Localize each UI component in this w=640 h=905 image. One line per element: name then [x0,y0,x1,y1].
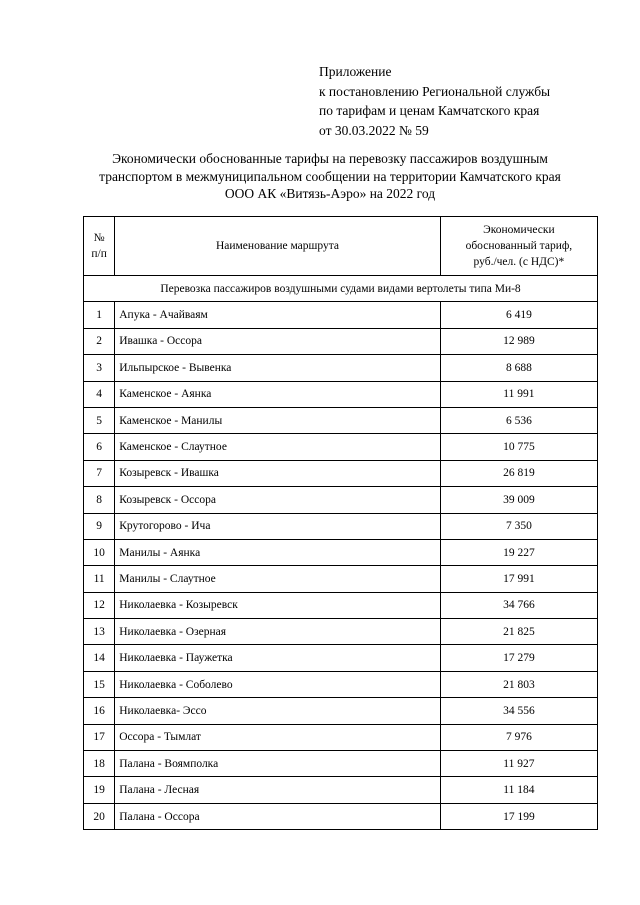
row-tariff: 17 991 [440,566,597,592]
header-num [84,217,115,276]
row-tariff: 12 989 [440,328,597,354]
row-route: Ивашка - Оссора [115,328,441,354]
row-num: 13 [84,619,115,645]
table-row [84,539,598,565]
row-num: 5 [84,407,115,433]
row-route: Каменское - Манилы [115,407,441,433]
header-num-line1: № [93,232,105,244]
table-row [84,460,598,486]
table-row [84,777,598,803]
row-route: Николаевка - Соболево [115,671,441,697]
row-route: Палана - Воямполка [115,751,441,777]
appendix-block [319,62,550,140]
row-num: 20 [84,803,115,829]
appendix-line: к постановлению Региональной службы [319,83,551,99]
row-tariff: 7 350 [440,513,597,539]
row-route: Палана - Лесная [115,777,441,803]
row-tariff: 26 819 [440,460,597,486]
row-route: Каменское - Аянка [115,381,441,407]
row-route: Козыревск - Оссора [115,487,441,513]
row-num: 18 [84,751,115,777]
row-num: 15 [84,671,115,697]
row-num: 10 [84,539,115,565]
row-tariff: 21 803 [440,671,597,697]
header-tariff-line3: руб./чел. (с НДС)* [473,256,565,268]
table-row [84,381,598,407]
row-tariff: 7 976 [440,724,597,750]
row-route: Манилы - Слаутное [115,566,441,592]
title-line: транспортом в межмуниципальном сообщении на территории Камчатского края [99,168,561,184]
row-tariff: 17 279 [440,645,597,671]
row-tariff: 6 536 [440,407,597,433]
row-route: Каменское - Слаутное [115,434,441,460]
table-row [84,513,598,539]
row-num: 9 [84,513,115,539]
table-row [84,407,598,433]
row-num: 6 [84,434,115,460]
row-tariff: 11 991 [440,381,597,407]
row-tariff: 19 227 [440,539,597,565]
table-row [84,302,598,328]
row-route: Палана - Оссора [115,803,441,829]
table-header-row [84,217,598,276]
table-row [84,619,598,645]
table-row [84,592,598,618]
row-num: 19 [84,777,115,803]
row-tariff: 34 556 [440,698,597,724]
table-row [84,803,598,829]
row-tariff: 8 688 [440,355,597,381]
table-row [84,645,598,671]
table-row [84,671,598,697]
header-tariff-line1: Экономически [483,224,555,236]
row-num: 17 [84,724,115,750]
row-route: Николаевка - Паужетка [115,645,441,671]
row-route: Козыревск - Ивашка [115,460,441,486]
header-tariff [440,217,597,276]
row-tariff: 11 184 [440,777,597,803]
row-num: 8 [84,487,115,513]
row-num: 1 [84,302,115,328]
row-tariff: 17 199 [440,803,597,829]
row-tariff: 6 419 [440,302,597,328]
row-route: Крутогорово - Ича [115,513,441,539]
header-num-line2: п/п [91,248,107,260]
title-line: ООО АК «Витязь-Аэро» на 2022 год [224,186,436,201]
table-row [84,698,598,724]
row-num: 7 [84,460,115,486]
document-title [60,150,600,203]
row-num: 14 [84,645,115,671]
row-num: 3 [84,355,115,381]
table-row [84,328,598,354]
row-num: 16 [84,698,115,724]
row-tariff: 34 766 [440,592,597,618]
table-row [84,566,598,592]
tariff-table [83,216,598,830]
section-title: Перевозка пассажиров воздушными судами видами вертолеты типа Ми-8 [84,276,598,302]
row-route: Николаевка- Эссо [115,698,441,724]
row-num: 12 [84,592,115,618]
row-tariff: 11 927 [440,751,597,777]
table-row [84,434,598,460]
row-route: Оссора - Тымлат [115,724,441,750]
table-row [84,487,598,513]
appendix-line: Приложение [319,64,392,79]
row-route: Манилы - Аянка [115,539,441,565]
row-route: Апука - Ачайваям [115,302,441,328]
title-line: Экономически обоснованные тарифы на перевозку пассажиров воздушным [112,151,548,166]
row-route: Ильпырское - Вывенка [115,355,441,381]
row-num: 2 [84,328,115,354]
header-route: Наименование маршрута [115,217,441,276]
row-route: Николаевка - Козыревск [115,592,441,618]
table-row [84,355,598,381]
table-row [84,751,598,777]
row-tariff: 21 825 [440,619,597,645]
row-route: Николаевка - Озерная [115,619,441,645]
section-row [84,276,598,302]
appendix-line: по тарифам и ценам Камчатского края [319,103,540,118]
row-num: 4 [84,381,115,407]
row-num: 11 [84,566,115,592]
row-tariff: 39 009 [440,487,597,513]
table-row [84,724,598,750]
header-tariff-line2: обоснованный тариф, [465,240,573,252]
row-tariff: 10 775 [440,434,597,460]
appendix-line: от 30.03.2022 № 59 [319,122,429,138]
